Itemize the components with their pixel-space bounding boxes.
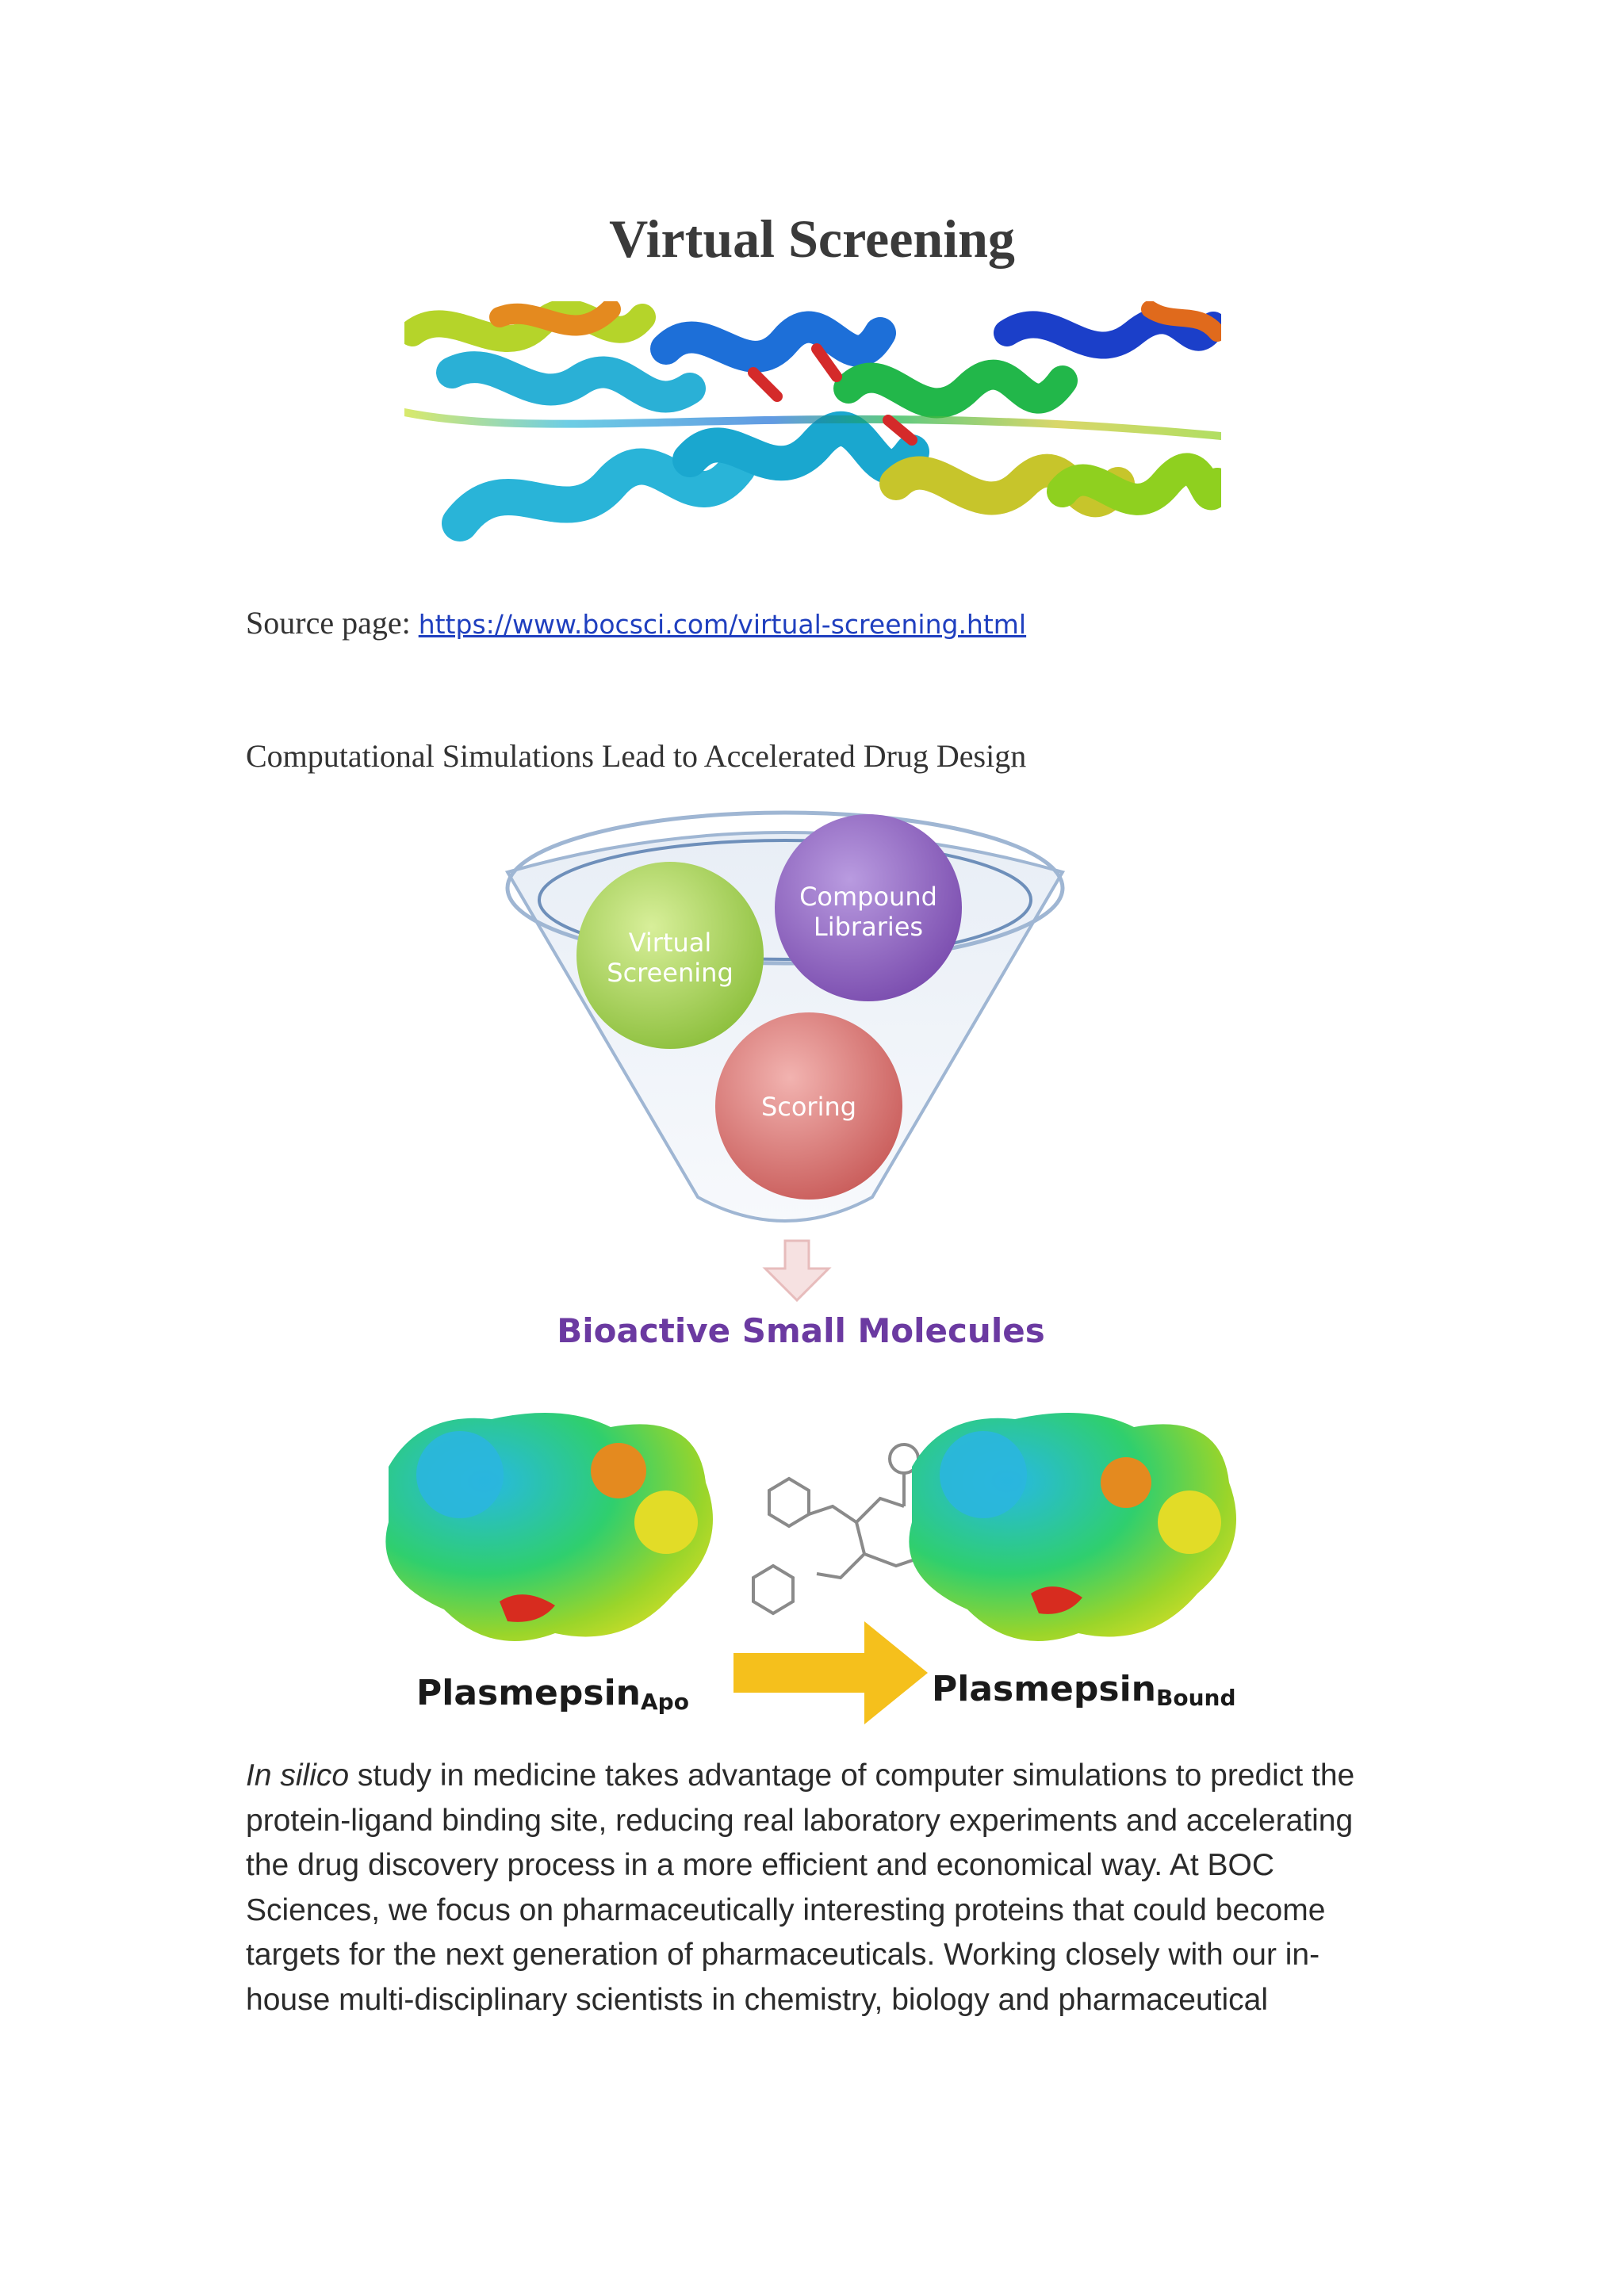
svg-text:PlasmepsinApo	[416, 1673, 689, 1715]
screening-funnel-diagram	[492, 801, 1078, 1348]
output-label: Bioactive Small Molecules	[557, 1311, 1045, 1348]
ligand-molecule-image	[753, 1445, 920, 1613]
protein-apo-image	[385, 1413, 713, 1641]
plasmepsin-comparison-figure	[357, 1395, 1261, 1728]
circle-green-line-2: Screening	[607, 958, 733, 988]
apo-label-main: Plasmepsin	[416, 1673, 641, 1713]
apo-label-sub: Apo	[641, 1689, 689, 1715]
section-subtitle: Computational Simulations Lead to Accelerated Drug Design	[246, 738, 1027, 774]
down-arrow-icon	[765, 1241, 829, 1300]
source-link[interactable]: https://www.bocsci.com/virtual-screening.html	[418, 609, 1027, 640]
body-italic-lead: In silico	[246, 1758, 350, 1793]
source-line	[246, 604, 1026, 641]
circle-green-line-1: Virtual	[628, 928, 712, 958]
source-label: Source page:	[246, 605, 411, 641]
circle-purple-line-2: Libraries	[813, 912, 924, 942]
body-text: study in medicine takes advantage of computer simulations to predict the protein-ligand binding site, reducing real laboratory experiments and accelerating the drug discovery process in a more efficient and economical way. At BOC Sciences, we focus on pharmaceutically interesting proteins that could become targets for the next generation of pharmaceuticals. Working closely with our in-house multi-disciplinary scientists in chemistry, biology and pharmaceutical	[246, 1758, 1355, 2017]
protein-ribbon-image	[404, 301, 1221, 559]
circle-purple-line-1: Compound	[799, 882, 937, 912]
right-arrow-icon	[733, 1621, 928, 1724]
svg-text:PlasmepsinBound	[932, 1669, 1236, 1711]
circle-red-label: Scoring	[760, 1092, 857, 1122]
bound-label-sub: Bound	[1156, 1685, 1236, 1711]
page-title: Virtual Screening	[609, 209, 1015, 269]
bound-label-main: Plasmepsin	[932, 1669, 1156, 1709]
body-paragraph	[246, 1754, 1388, 2022]
protein-bound-image	[909, 1413, 1236, 1641]
